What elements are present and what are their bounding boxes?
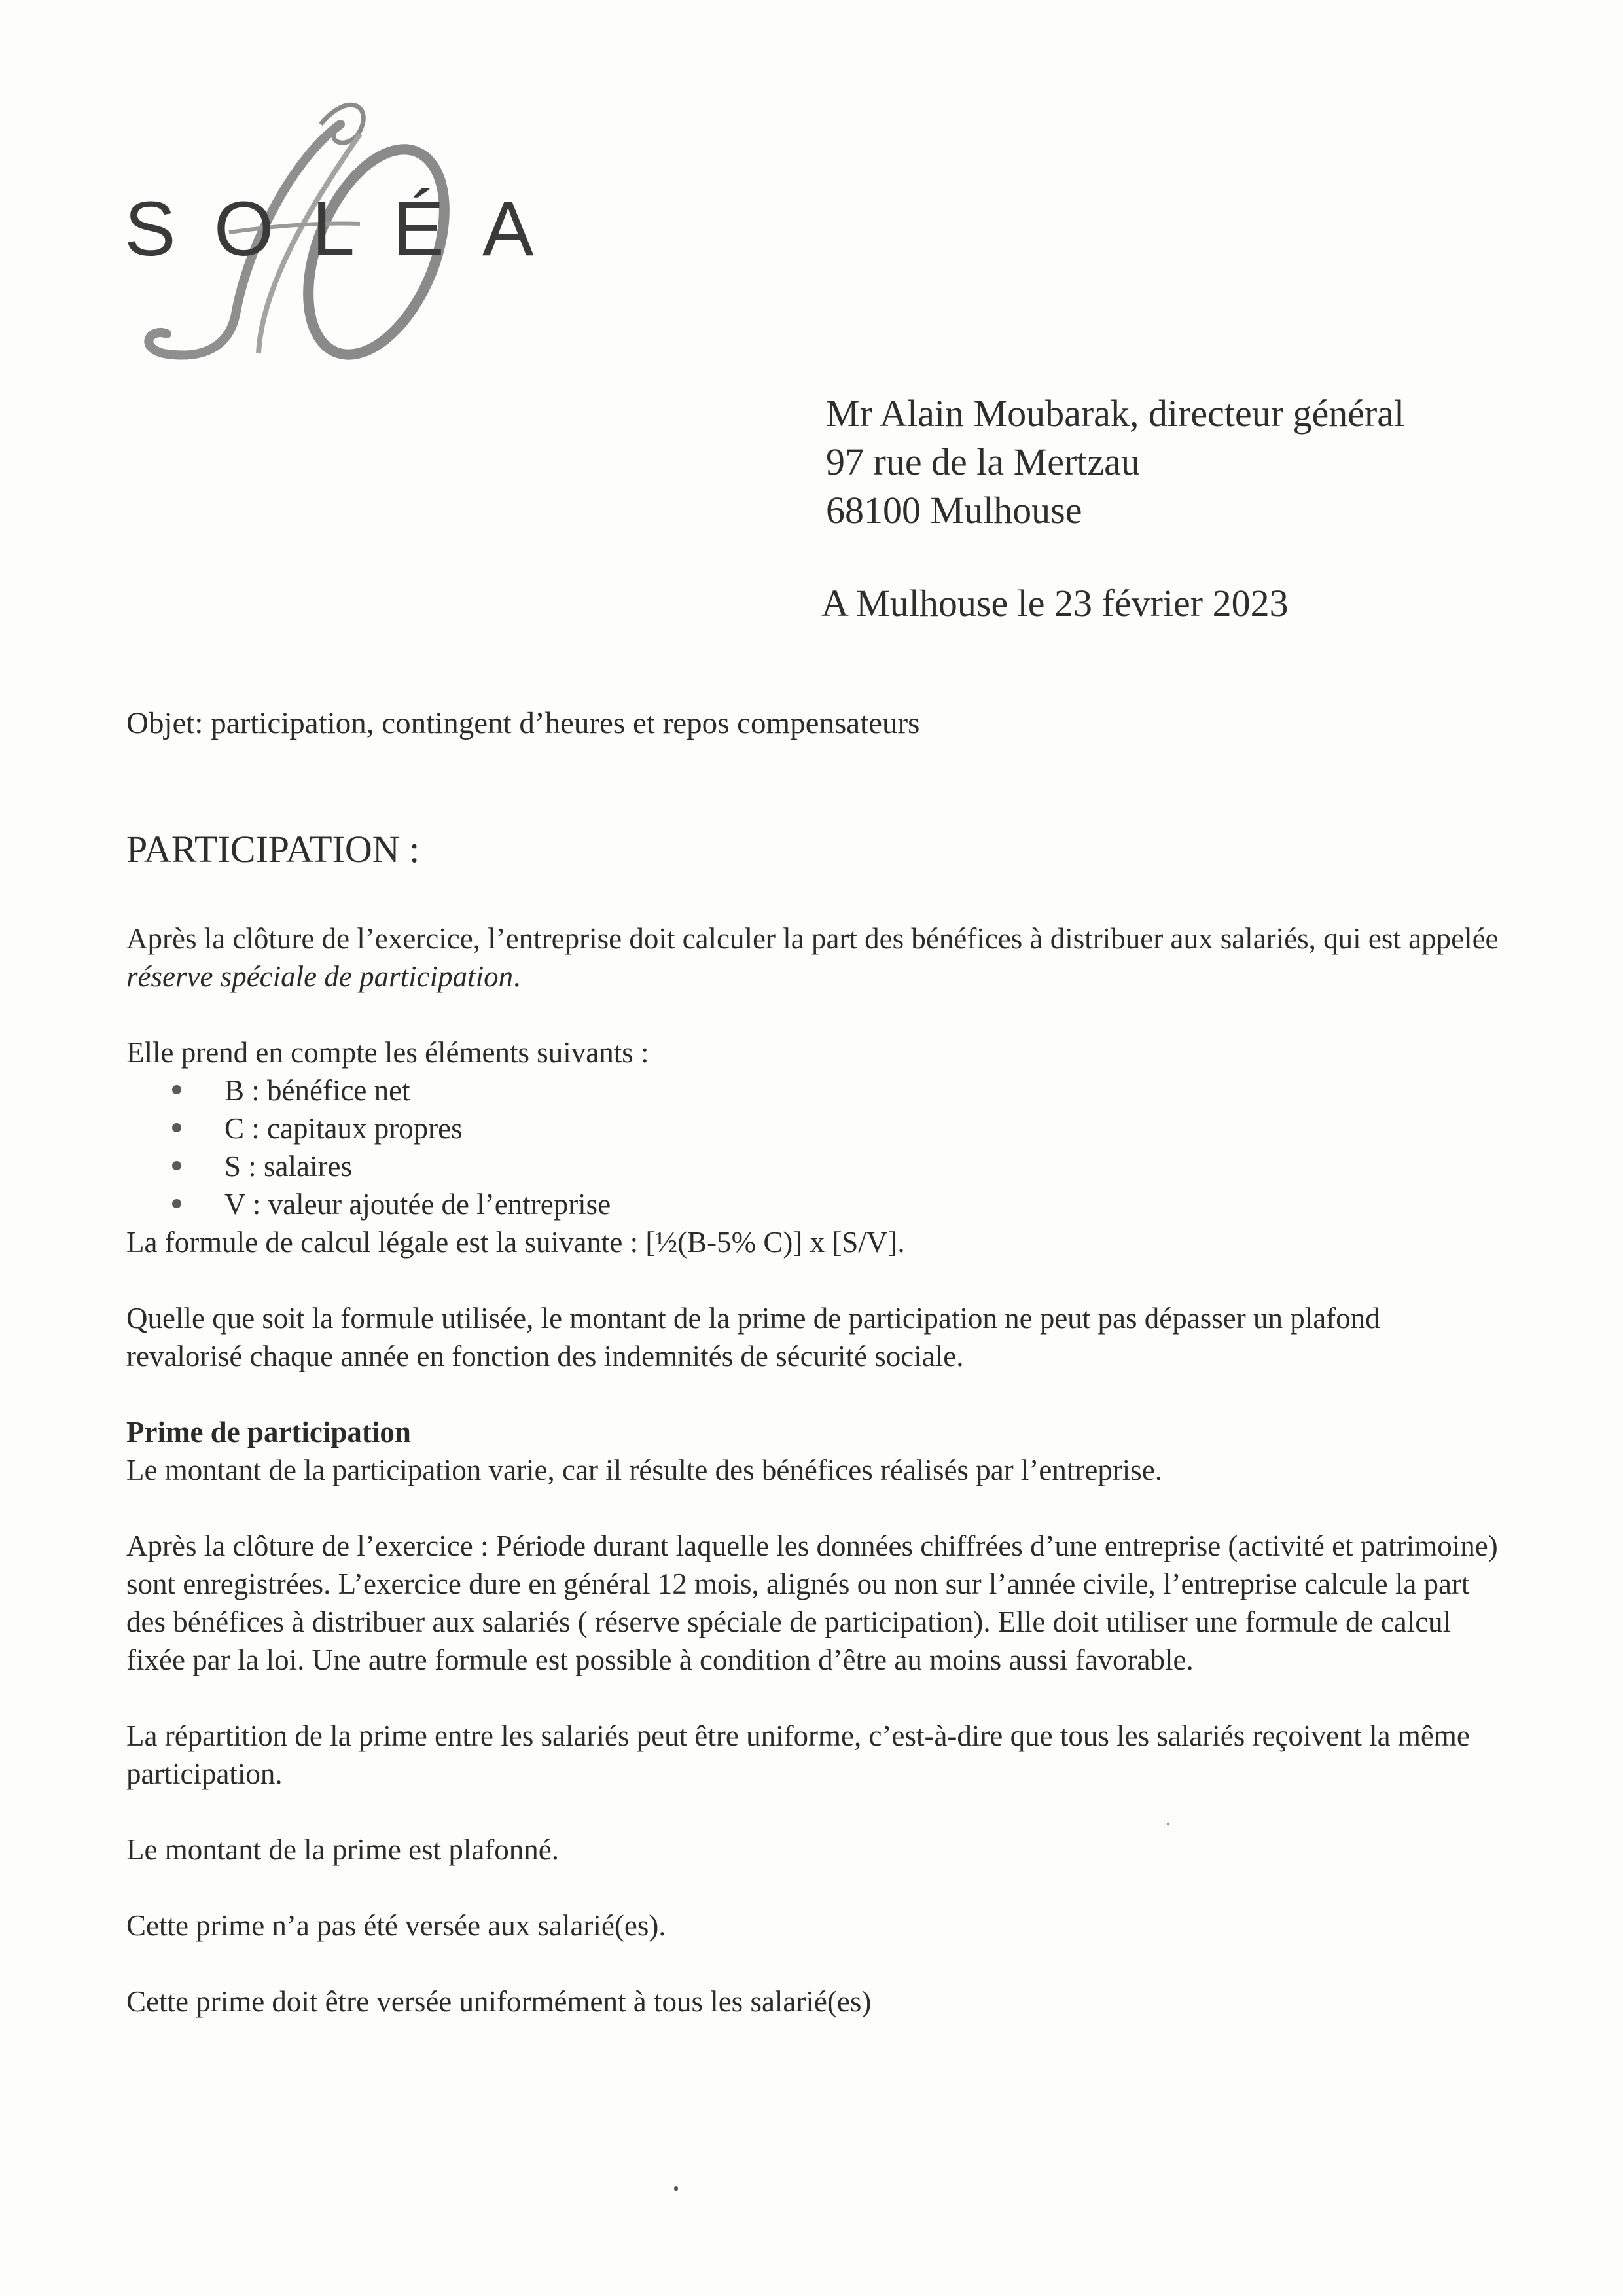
paragraph-reserve-text: Après la clôture de l’exercice, l’entreprise doit calculer la part des bénéfices à distribuer aux salariés, qui est appelée (126, 922, 1499, 955)
paragraph-reserve (126, 920, 1501, 996)
list-item (126, 1185, 1501, 1223)
bullet-icon (172, 1199, 181, 1208)
paragraph-exercise: Après la clôture de l’exercice : Période durant laquelle les données chiffrées d’une entreprise (activité et patrimoine) sont enregistrées. L’exercice dure en général 12 mois, alignés ou non sur l’année civile, l’entreprise calcule la part des bénéfices à distribuer aux salariés ( réserve spéciale de participation). Elle doit utiliser une formule de calcul fixée par la loi. Une autre formule est possible à condition d’être au moins aussi favorable. (126, 1530, 1498, 1676)
bullet-icon (172, 1123, 181, 1132)
solea-logo-graphic (124, 98, 572, 373)
formula-line: La formule de calcul légale est la suivante : [½(B-5% C)] x [S/V]. (126, 1226, 905, 1259)
paragraph-capped: Le montant de la prime est plafonné. (126, 1833, 560, 1866)
list-item-text: C : capitaux propres (224, 1112, 463, 1145)
recipient-city: 68100 Mulhouse (826, 489, 1082, 531)
list-item (126, 1071, 1501, 1109)
recipient-address (826, 389, 1404, 535)
reserve-term: réserve spéciale de participation (126, 960, 514, 993)
scan-speck (1167, 1823, 1169, 1825)
letter-body (126, 920, 1501, 2020)
elements-list (126, 1071, 1501, 1223)
solea-logo (124, 98, 572, 373)
recipient-street: 97 rue de la Mertzau (826, 440, 1140, 483)
elements-intro: Elle prend en compte les éléments suivants : (126, 1036, 649, 1069)
letter-date: A Mulhouse le 23 février 2023 (821, 582, 1289, 624)
paragraph-not-paid: Cette prime n’a pas été versée aux salarié(es). (126, 1909, 666, 1942)
list-item-text: S : salaires (224, 1150, 352, 1183)
list-item (126, 1109, 1501, 1147)
paragraph-distribution: La répartition de la prime entre les salariés peut être uniforme, c’est-à-dire que tous les salariés reçoivent la même participation. (126, 1719, 1470, 1790)
subheading-prime: Prime de participation (126, 1416, 411, 1448)
bullet-icon (172, 1161, 181, 1170)
list-item (126, 1147, 1501, 1185)
bullet-icon (172, 1085, 181, 1094)
section-heading: PARTICIPATION : (126, 828, 420, 870)
paragraph-must-pay: Cette prime doit être versée uniformément à tous les salarié(es) (126, 1985, 872, 2018)
logo-text: SOLÉA (124, 186, 572, 272)
scan-speck (674, 2186, 678, 2191)
list-item-text: B : bénéfice net (224, 1074, 410, 1107)
letter-subject: Objet: participation, contingent d’heures et repos compensateurs (126, 706, 920, 740)
list-item-text: V : valeur ajoutée de l’entreprise (224, 1188, 611, 1221)
paragraph-reserve-end: . (513, 960, 521, 993)
paragraph-ceiling: Quelle que soit la formule utilisée, le montant de la prime de participation ne peut pas dépasser un plafond revalorisé chaque année en fonction des indemnités de sécurité sociale. (126, 1302, 1380, 1372)
paragraph-amount: Le montant de la participation varie, car il résulte des bénéfices réalisés par l’entreprise. (126, 1454, 1163, 1486)
recipient-name: Mr Alain Moubarak, directeur général (826, 392, 1405, 435)
